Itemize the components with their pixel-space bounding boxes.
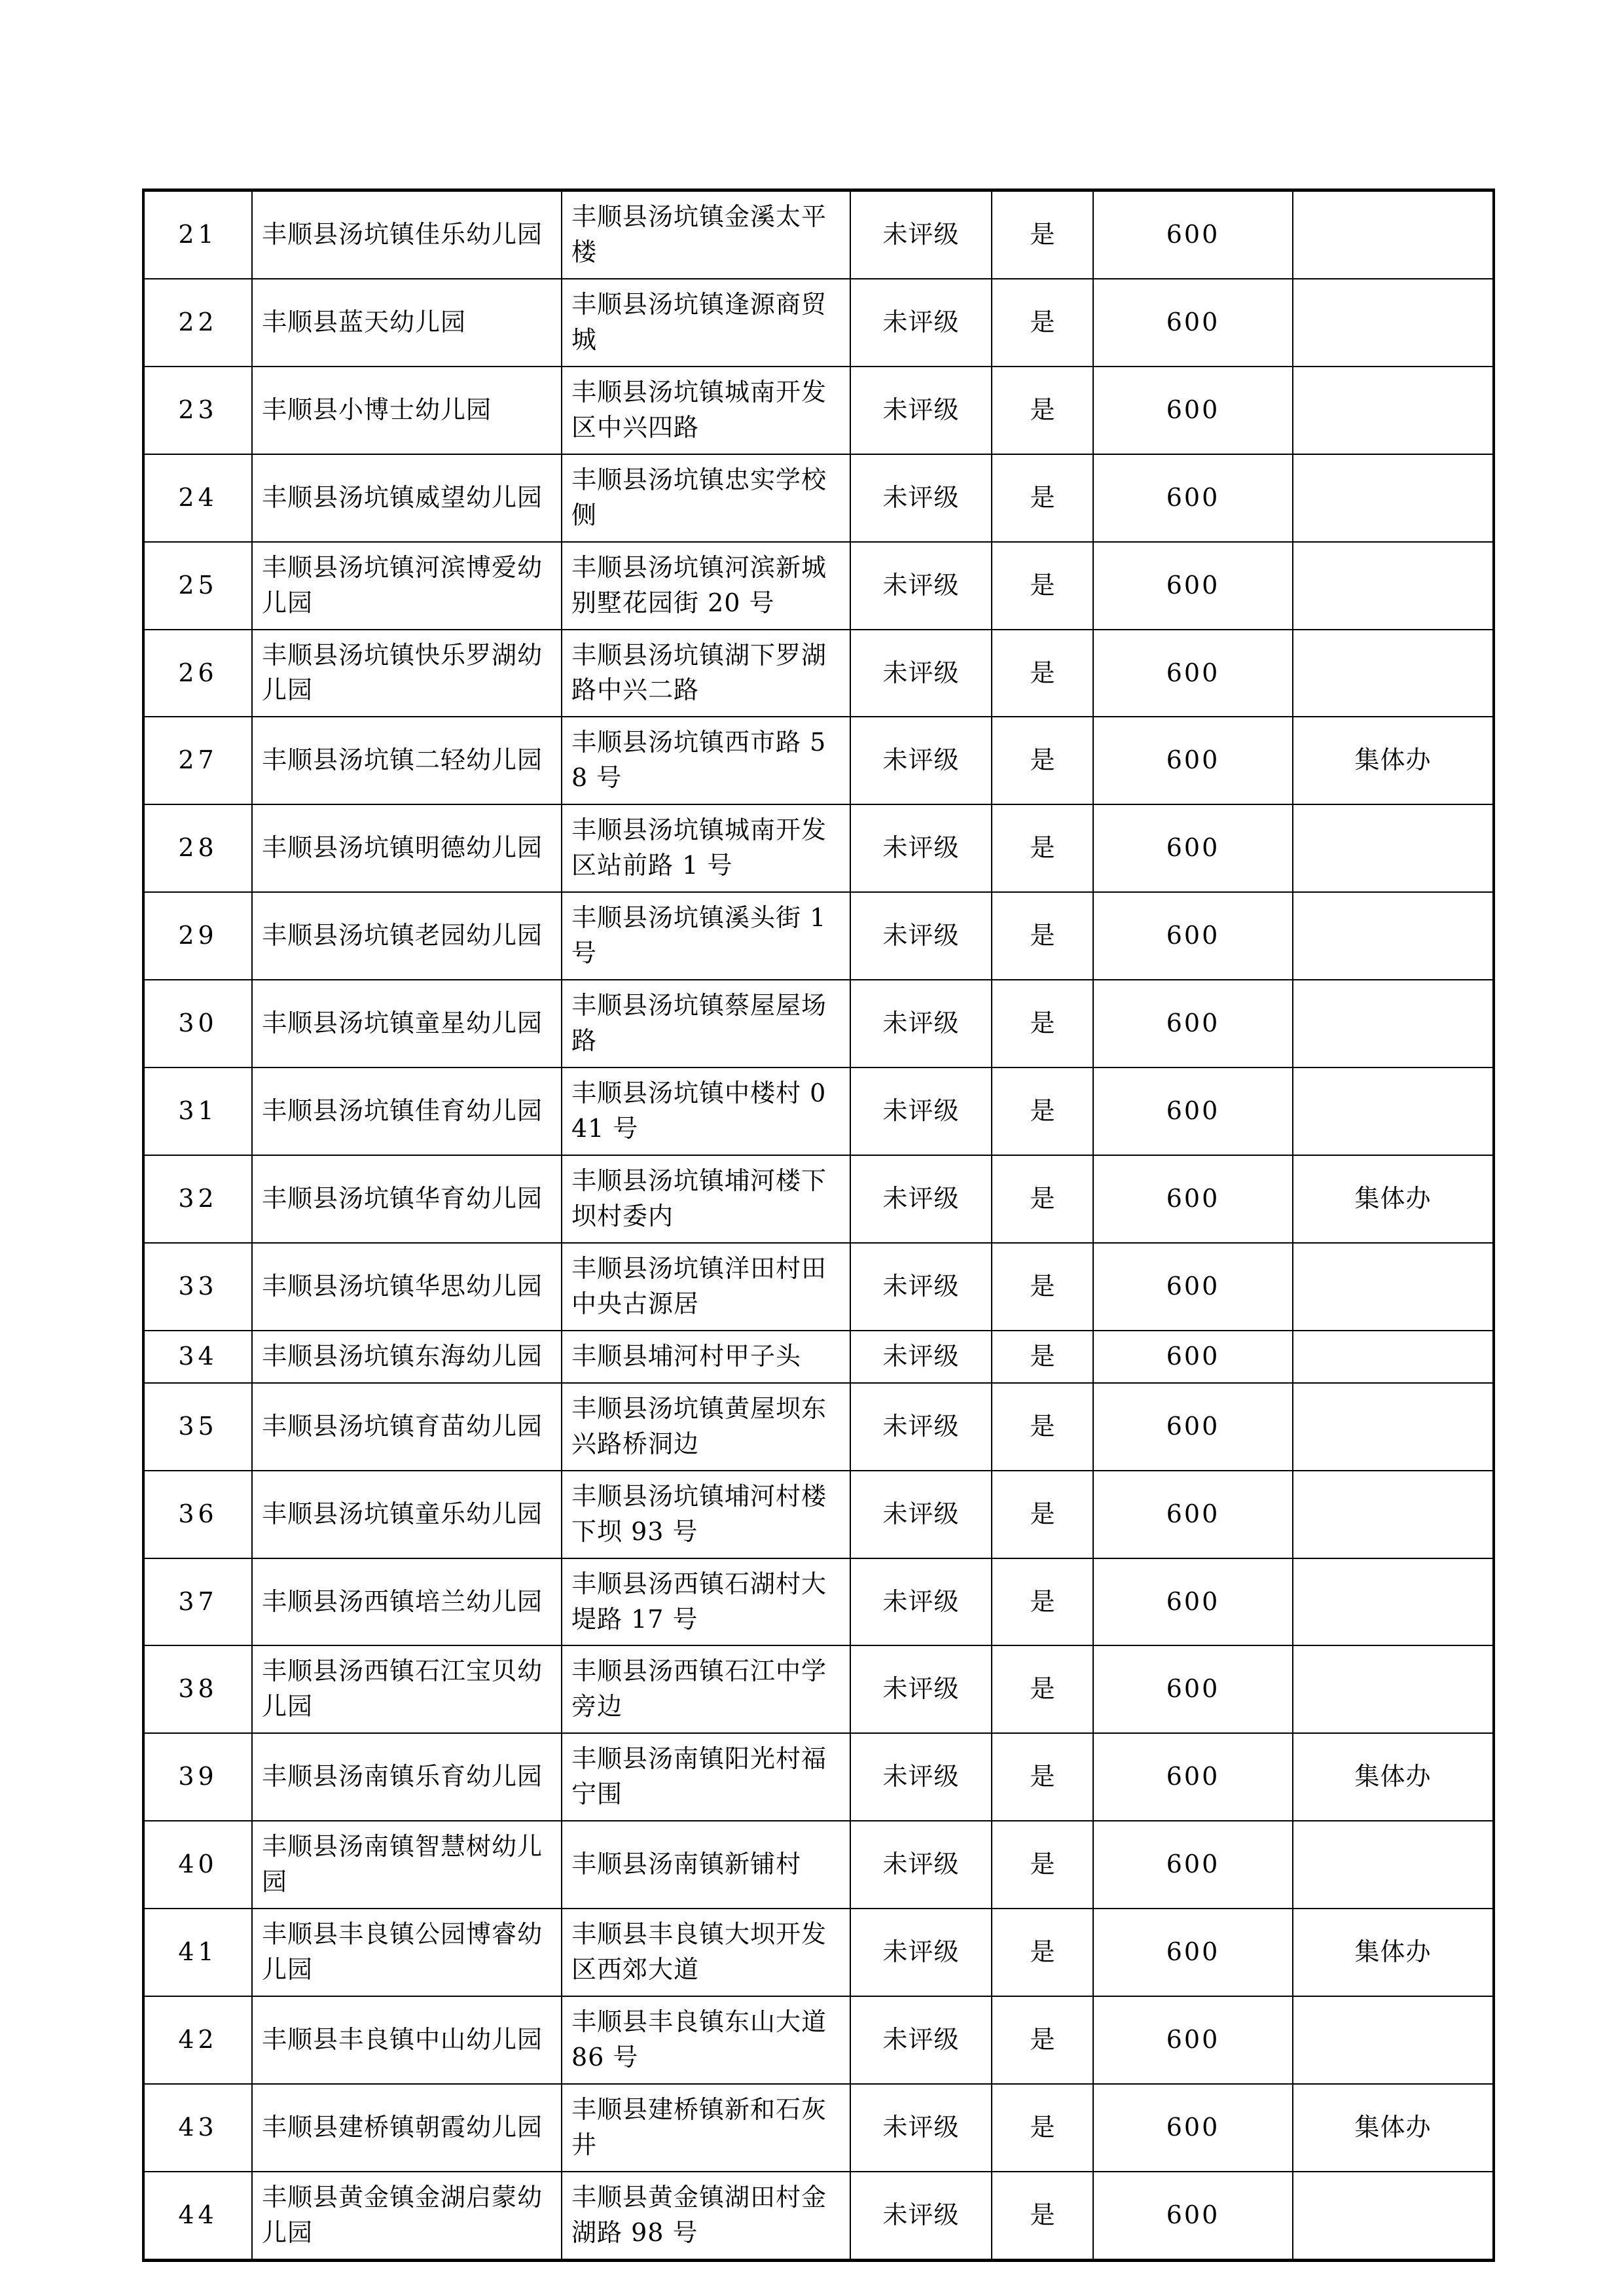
- rating-level: 未评级: [850, 1155, 992, 1243]
- fee-amount: 600: [1093, 1909, 1293, 1996]
- kindergarten-name: 丰顺县汤坑镇河滨博爱幼儿园: [252, 542, 562, 630]
- kindergarten-address: 丰顺县汤坑镇埔河村楼下坝 93 号: [562, 1471, 850, 1558]
- fee-amount: 600: [1093, 804, 1293, 892]
- rating-level: 未评级: [850, 804, 992, 892]
- fee-amount: 600: [1093, 1067, 1293, 1155]
- rating-level: 未评级: [850, 717, 992, 804]
- remark: [1293, 1471, 1494, 1558]
- inclusive-flag: 是: [992, 1558, 1093, 1646]
- table-row: [143, 1645, 1494, 1733]
- remark: [1293, 1558, 1494, 1646]
- kindergarten-address: 丰顺县汤南镇新铺村: [562, 1821, 850, 1909]
- remark: [1293, 804, 1494, 892]
- fee-amount: 600: [1093, 1558, 1293, 1646]
- kindergarten-name: 丰顺县汤坑镇育苗幼儿园: [252, 1383, 562, 1471]
- fee-amount: 600: [1093, 980, 1293, 1067]
- rating-level: 未评级: [850, 1067, 992, 1155]
- fee-amount: 600: [1093, 2172, 1293, 2260]
- inclusive-flag: 是: [992, 1996, 1093, 2084]
- kindergarten-name: 丰顺县黄金镇金湖启蒙幼儿园: [252, 2172, 562, 2260]
- inclusive-flag: 是: [992, 1821, 1093, 1909]
- table-row: [143, 1909, 1494, 1996]
- kindergarten-name: 丰顺县汤南镇乐育幼儿园: [252, 1733, 562, 1821]
- table-row: [143, 2172, 1494, 2260]
- inclusive-flag: 是: [992, 190, 1093, 279]
- row-index: 32: [143, 1155, 252, 1243]
- kindergarten-address: 丰顺县汤坑镇中楼村 041 号: [562, 1067, 850, 1155]
- fee-amount: 600: [1093, 1471, 1293, 1558]
- row-index: 24: [143, 454, 252, 542]
- kindergarten-address: 丰顺县汤坑镇逢源商贸城: [562, 279, 850, 367]
- row-index: 37: [143, 1558, 252, 1646]
- table-row: [143, 804, 1494, 892]
- rating-level: 未评级: [850, 1383, 992, 1471]
- table-row: [143, 367, 1494, 454]
- kindergarten-table-container: [142, 188, 1492, 2262]
- kindergarten-address: 丰顺县汤坑镇蔡屋屋场路: [562, 980, 850, 1067]
- fee-amount: 600: [1093, 279, 1293, 367]
- kindergarten-name: 丰顺县汤坑镇佳育幼儿园: [252, 1067, 562, 1155]
- inclusive-flag: 是: [992, 980, 1093, 1067]
- remark: [1293, 367, 1494, 454]
- rating-level: 未评级: [850, 1331, 992, 1383]
- remark: [1293, 1067, 1494, 1155]
- row-index: 33: [143, 1243, 252, 1331]
- rating-level: 未评级: [850, 1243, 992, 1331]
- kindergarten-address: 丰顺县建桥镇新和石灰井: [562, 2084, 850, 2172]
- rating-level: 未评级: [850, 1471, 992, 1558]
- remark: [1293, 630, 1494, 717]
- inclusive-flag: 是: [992, 1067, 1093, 1155]
- inclusive-flag: 是: [992, 367, 1093, 454]
- kindergarten-address: 丰顺县汤坑镇西市路 58 号: [562, 717, 850, 804]
- fee-amount: 600: [1093, 1331, 1293, 1383]
- remark: [1293, 190, 1494, 279]
- row-index: 34: [143, 1331, 252, 1383]
- table-row: [143, 454, 1494, 542]
- fee-amount: 600: [1093, 892, 1293, 980]
- inclusive-flag: 是: [992, 454, 1093, 542]
- inclusive-flag: 是: [992, 1645, 1093, 1733]
- remark: 集体办: [1293, 2084, 1494, 2172]
- kindergarten-address: 丰顺县汤坑镇洋田村田中央古源居: [562, 1243, 850, 1331]
- kindergarten-name: 丰顺县汤坑镇佳乐幼儿园: [252, 190, 562, 279]
- kindergarten-address: 丰顺县汤坑镇金溪太平楼: [562, 190, 850, 279]
- fee-amount: 600: [1093, 1645, 1293, 1733]
- kindergarten-name: 丰顺县汤南镇智慧树幼儿园: [252, 1821, 562, 1909]
- table-body: [143, 190, 1494, 2261]
- table-row: [143, 2084, 1494, 2172]
- row-index: 27: [143, 717, 252, 804]
- table-row: [143, 892, 1494, 980]
- rating-level: 未评级: [850, 630, 992, 717]
- kindergarten-name: 丰顺县汤坑镇威望幼儿园: [252, 454, 562, 542]
- table-row: [143, 1243, 1494, 1331]
- table-row: [143, 1471, 1494, 1558]
- remark: [1293, 980, 1494, 1067]
- fee-amount: 600: [1093, 1821, 1293, 1909]
- rating-level: 未评级: [850, 2172, 992, 2260]
- remark: 集体办: [1293, 1155, 1494, 1243]
- remark: [1293, 1996, 1494, 2084]
- rating-level: 未评级: [850, 279, 992, 367]
- inclusive-flag: 是: [992, 1243, 1093, 1331]
- fee-amount: 600: [1093, 1383, 1293, 1471]
- rating-level: 未评级: [850, 2084, 992, 2172]
- inclusive-flag: 是: [992, 542, 1093, 630]
- kindergarten-registry-table: [142, 188, 1495, 2262]
- kindergarten-name: 丰顺县汤坑镇二轻幼儿园: [252, 717, 562, 804]
- inclusive-flag: 是: [992, 1383, 1093, 1471]
- rating-level: 未评级: [850, 1645, 992, 1733]
- remark: [1293, 542, 1494, 630]
- row-index: 23: [143, 367, 252, 454]
- row-index: 36: [143, 1471, 252, 1558]
- row-index: 35: [143, 1383, 252, 1471]
- remark: [1293, 1243, 1494, 1331]
- row-index: 28: [143, 804, 252, 892]
- remark: 集体办: [1293, 1733, 1494, 1821]
- rating-level: 未评级: [850, 980, 992, 1067]
- kindergarten-name: 丰顺县丰良镇中山幼儿园: [252, 1996, 562, 2084]
- kindergarten-name: 丰顺县汤坑镇华育幼儿园: [252, 1155, 562, 1243]
- fee-amount: 600: [1093, 542, 1293, 630]
- row-index: 22: [143, 279, 252, 367]
- kindergarten-name: 丰顺县汤西镇培兰幼儿园: [252, 1558, 562, 1646]
- kindergarten-address: 丰顺县汤西镇石江中学旁边: [562, 1645, 850, 1733]
- remark: [1293, 1645, 1494, 1733]
- kindergarten-name: 丰顺县汤坑镇华思幼儿园: [252, 1243, 562, 1331]
- remark: [1293, 454, 1494, 542]
- table-row: [143, 1331, 1494, 1383]
- rating-level: 未评级: [850, 1996, 992, 2084]
- kindergarten-name: 丰顺县汤坑镇快乐罗湖幼儿园: [252, 630, 562, 717]
- kindergarten-address: 丰顺县汤坑镇河滨新城别墅花园街 20 号: [562, 542, 850, 630]
- table-row: [143, 1067, 1494, 1155]
- rating-level: 未评级: [850, 1821, 992, 1909]
- row-index: 42: [143, 1996, 252, 2084]
- remark: 集体办: [1293, 717, 1494, 804]
- table-row: [143, 279, 1494, 367]
- row-index: 30: [143, 980, 252, 1067]
- rating-level: 未评级: [850, 1733, 992, 1821]
- remark: 集体办: [1293, 1909, 1494, 1996]
- row-index: 40: [143, 1821, 252, 1909]
- table-row: [143, 630, 1494, 717]
- kindergarten-address: 丰顺县汤坑镇忠实学校侧: [562, 454, 850, 542]
- kindergarten-address: 丰顺县埔河村甲子头: [562, 1331, 850, 1383]
- rating-level: 未评级: [850, 1909, 992, 1996]
- row-index: 31: [143, 1067, 252, 1155]
- inclusive-flag: 是: [992, 1471, 1093, 1558]
- kindergarten-address: 丰顺县黄金镇湖田村金湖路 98 号: [562, 2172, 850, 2260]
- table-row: [143, 717, 1494, 804]
- row-index: 26: [143, 630, 252, 717]
- kindergarten-name: 丰顺县汤坑镇东海幼儿园: [252, 1331, 562, 1383]
- fee-amount: 600: [1093, 190, 1293, 279]
- inclusive-flag: 是: [992, 1909, 1093, 1996]
- kindergarten-address: 丰顺县汤西镇石湖村大堤路 17 号: [562, 1558, 850, 1646]
- row-index: 43: [143, 2084, 252, 2172]
- inclusive-flag: 是: [992, 804, 1093, 892]
- table-row: [143, 190, 1494, 279]
- inclusive-flag: 是: [992, 279, 1093, 367]
- table-row: [143, 1558, 1494, 1646]
- inclusive-flag: 是: [992, 1331, 1093, 1383]
- inclusive-flag: 是: [992, 892, 1093, 980]
- inclusive-flag: 是: [992, 717, 1093, 804]
- rating-level: 未评级: [850, 454, 992, 542]
- row-index: 38: [143, 1645, 252, 1733]
- fee-amount: 600: [1093, 717, 1293, 804]
- fee-amount: 600: [1093, 454, 1293, 542]
- kindergarten-name: 丰顺县汤坑镇老园幼儿园: [252, 892, 562, 980]
- remark: [1293, 2172, 1494, 2260]
- row-index: 25: [143, 542, 252, 630]
- fee-amount: 600: [1093, 1155, 1293, 1243]
- kindergarten-address: 丰顺县丰良镇东山大道 86 号: [562, 1996, 850, 2084]
- inclusive-flag: 是: [992, 2172, 1093, 2260]
- remark: [1293, 1331, 1494, 1383]
- kindergarten-name: 丰顺县汤坑镇童星幼儿园: [252, 980, 562, 1067]
- fee-amount: 600: [1093, 1996, 1293, 2084]
- fee-amount: 600: [1093, 630, 1293, 717]
- kindergarten-name: 丰顺县建桥镇朝霞幼儿园: [252, 2084, 562, 2172]
- kindergarten-name: 丰顺县汤坑镇童乐幼儿园: [252, 1471, 562, 1558]
- rating-level: 未评级: [850, 1558, 992, 1646]
- table-row: [143, 1821, 1494, 1909]
- kindergarten-address: 丰顺县汤坑镇黄屋坝东兴路桥洞边: [562, 1383, 850, 1471]
- fee-amount: 600: [1093, 1733, 1293, 1821]
- remark: [1293, 1383, 1494, 1471]
- table-row: [143, 542, 1494, 630]
- rating-level: 未评级: [850, 542, 992, 630]
- kindergarten-address: 丰顺县汤坑镇城南开发区站前路 1 号: [562, 804, 850, 892]
- kindergarten-name: 丰顺县汤西镇石江宝贝幼儿园: [252, 1645, 562, 1733]
- remark: [1293, 1821, 1494, 1909]
- kindergarten-name: 丰顺县汤坑镇明德幼儿园: [252, 804, 562, 892]
- kindergarten-address: 丰顺县丰良镇大坝开发区西郊大道: [562, 1909, 850, 1996]
- fee-amount: 600: [1093, 367, 1293, 454]
- kindergarten-address: 丰顺县汤坑镇埔河楼下坝村委内: [562, 1155, 850, 1243]
- remark: [1293, 279, 1494, 367]
- table-row: [143, 1383, 1494, 1471]
- kindergarten-address: 丰顺县汤坑镇溪头街 1 号: [562, 892, 850, 980]
- inclusive-flag: 是: [992, 1733, 1093, 1821]
- kindergarten-address: 丰顺县汤南镇阳光村福宁围: [562, 1733, 850, 1821]
- table-row: [143, 1155, 1494, 1243]
- row-index: 44: [143, 2172, 252, 2260]
- table-row: [143, 1733, 1494, 1821]
- fee-amount: 600: [1093, 2084, 1293, 2172]
- inclusive-flag: 是: [992, 1155, 1093, 1243]
- kindergarten-name: 丰顺县小博士幼儿园: [252, 367, 562, 454]
- table-row: [143, 1996, 1494, 2084]
- remark: [1293, 892, 1494, 980]
- rating-level: 未评级: [850, 190, 992, 279]
- row-index: 39: [143, 1733, 252, 1821]
- inclusive-flag: 是: [992, 2084, 1093, 2172]
- rating-level: 未评级: [850, 892, 992, 980]
- table-row: [143, 980, 1494, 1067]
- inclusive-flag: 是: [992, 630, 1093, 717]
- kindergarten-name: 丰顺县蓝天幼儿园: [252, 279, 562, 367]
- rating-level: 未评级: [850, 367, 992, 454]
- row-index: 29: [143, 892, 252, 980]
- kindergarten-name: 丰顺县丰良镇公园博睿幼儿园: [252, 1909, 562, 1996]
- row-index: 21: [143, 190, 252, 279]
- fee-amount: 600: [1093, 1243, 1293, 1331]
- kindergarten-address: 丰顺县汤坑镇城南开发区中兴四路: [562, 367, 850, 454]
- row-index: 41: [143, 1909, 252, 1996]
- kindergarten-address: 丰顺县汤坑镇湖下罗湖路中兴二路: [562, 630, 850, 717]
